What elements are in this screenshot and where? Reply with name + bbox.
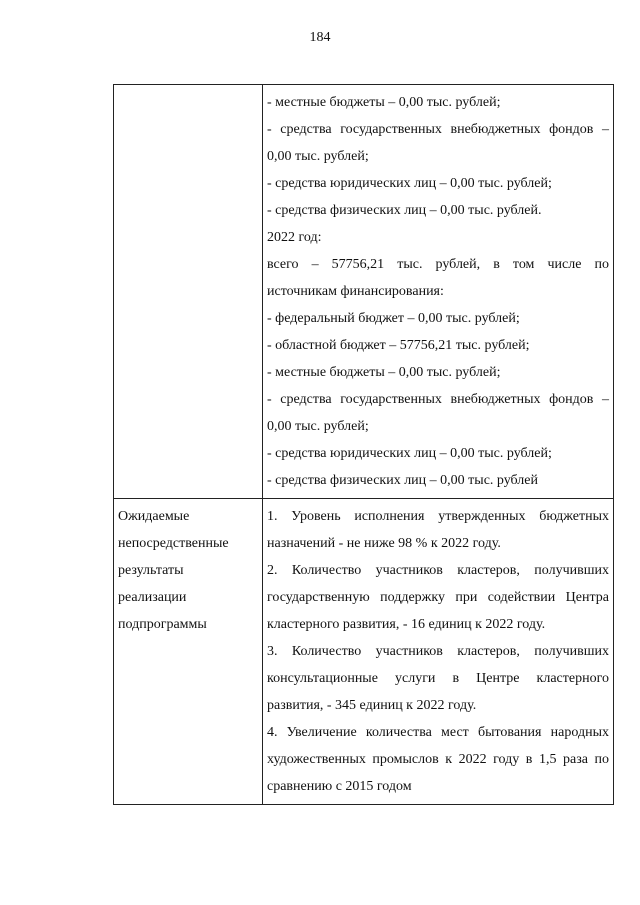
row-label-line: подпрограммы (118, 617, 207, 632)
text-line: - средства физических лиц – 0,00 тыс. рублей (267, 473, 539, 488)
text-line: 1. Уровень исполнения утвержденных бюджетных (267, 509, 609, 524)
text-line: кластерного развития, - 16 единиц к 2022 году. (267, 617, 546, 632)
text-line: 0,00 тыс. рублей; (267, 419, 369, 434)
text-line: всего – 57756,21 тыс. рублей, в том числе по (267, 257, 609, 272)
text-line: - средства государственных внебюджетных фондов – (267, 392, 609, 407)
text-line: консультационные услуги в Центре кластерного (267, 671, 609, 686)
text-line: государственную поддержку при содействии Центра (267, 590, 609, 605)
passport-table (113, 84, 614, 805)
table-row (114, 499, 614, 805)
text-line: художественных промыслов к 2022 году в 1,5 раза по (267, 752, 609, 767)
text-line: развития, - 345 единиц к 2022 году. (267, 698, 477, 713)
row-label-cell (114, 499, 263, 805)
text-line: - федеральный бюджет – 0,00 тыс. рублей; (267, 311, 520, 326)
page-number: 184 (309, 30, 331, 45)
text-line: 2022 год: (267, 230, 322, 245)
text-line: источникам финансирования: (267, 284, 444, 299)
row-label-line: Ожидаемые (118, 509, 190, 524)
text-line: - местные бюджеты – 0,00 тыс. рублей; (267, 365, 501, 380)
row-label-line: непосредственные (118, 536, 229, 551)
text-line: назначений - не ниже 98 % к 2022 году. (267, 536, 501, 551)
row-label-cell (114, 85, 263, 499)
text-line: 4. Увеличение количества мест бытования народных (267, 725, 609, 740)
row-label-line: реализации (118, 590, 187, 605)
text-line: - средства юридических лиц – 0,00 тыс. рублей; (267, 176, 552, 191)
text-line: 3. Количество участников кластеров, получивших (267, 644, 609, 659)
financing-cell (263, 85, 614, 499)
results-cell (263, 499, 614, 805)
text-line: - местные бюджеты – 0,00 тыс. рублей; (267, 95, 501, 110)
text-line: - областной бюджет – 57756,21 тыс. рублей; (267, 338, 530, 353)
text-line: - средства юридических лиц – 0,00 тыс. рублей; (267, 446, 552, 461)
text-line: - средства государственных внебюджетных фондов – (267, 122, 609, 137)
table-row (114, 85, 614, 499)
text-line: 0,00 тыс. рублей; (267, 149, 369, 164)
row-label-line: результаты (118, 563, 184, 578)
text-line: сравнению с 2015 годом (267, 779, 412, 794)
text-line: 2. Количество участников кластеров, получивших (267, 563, 609, 578)
text-line: - средства физических лиц – 0,00 тыс. рублей. (267, 203, 542, 218)
